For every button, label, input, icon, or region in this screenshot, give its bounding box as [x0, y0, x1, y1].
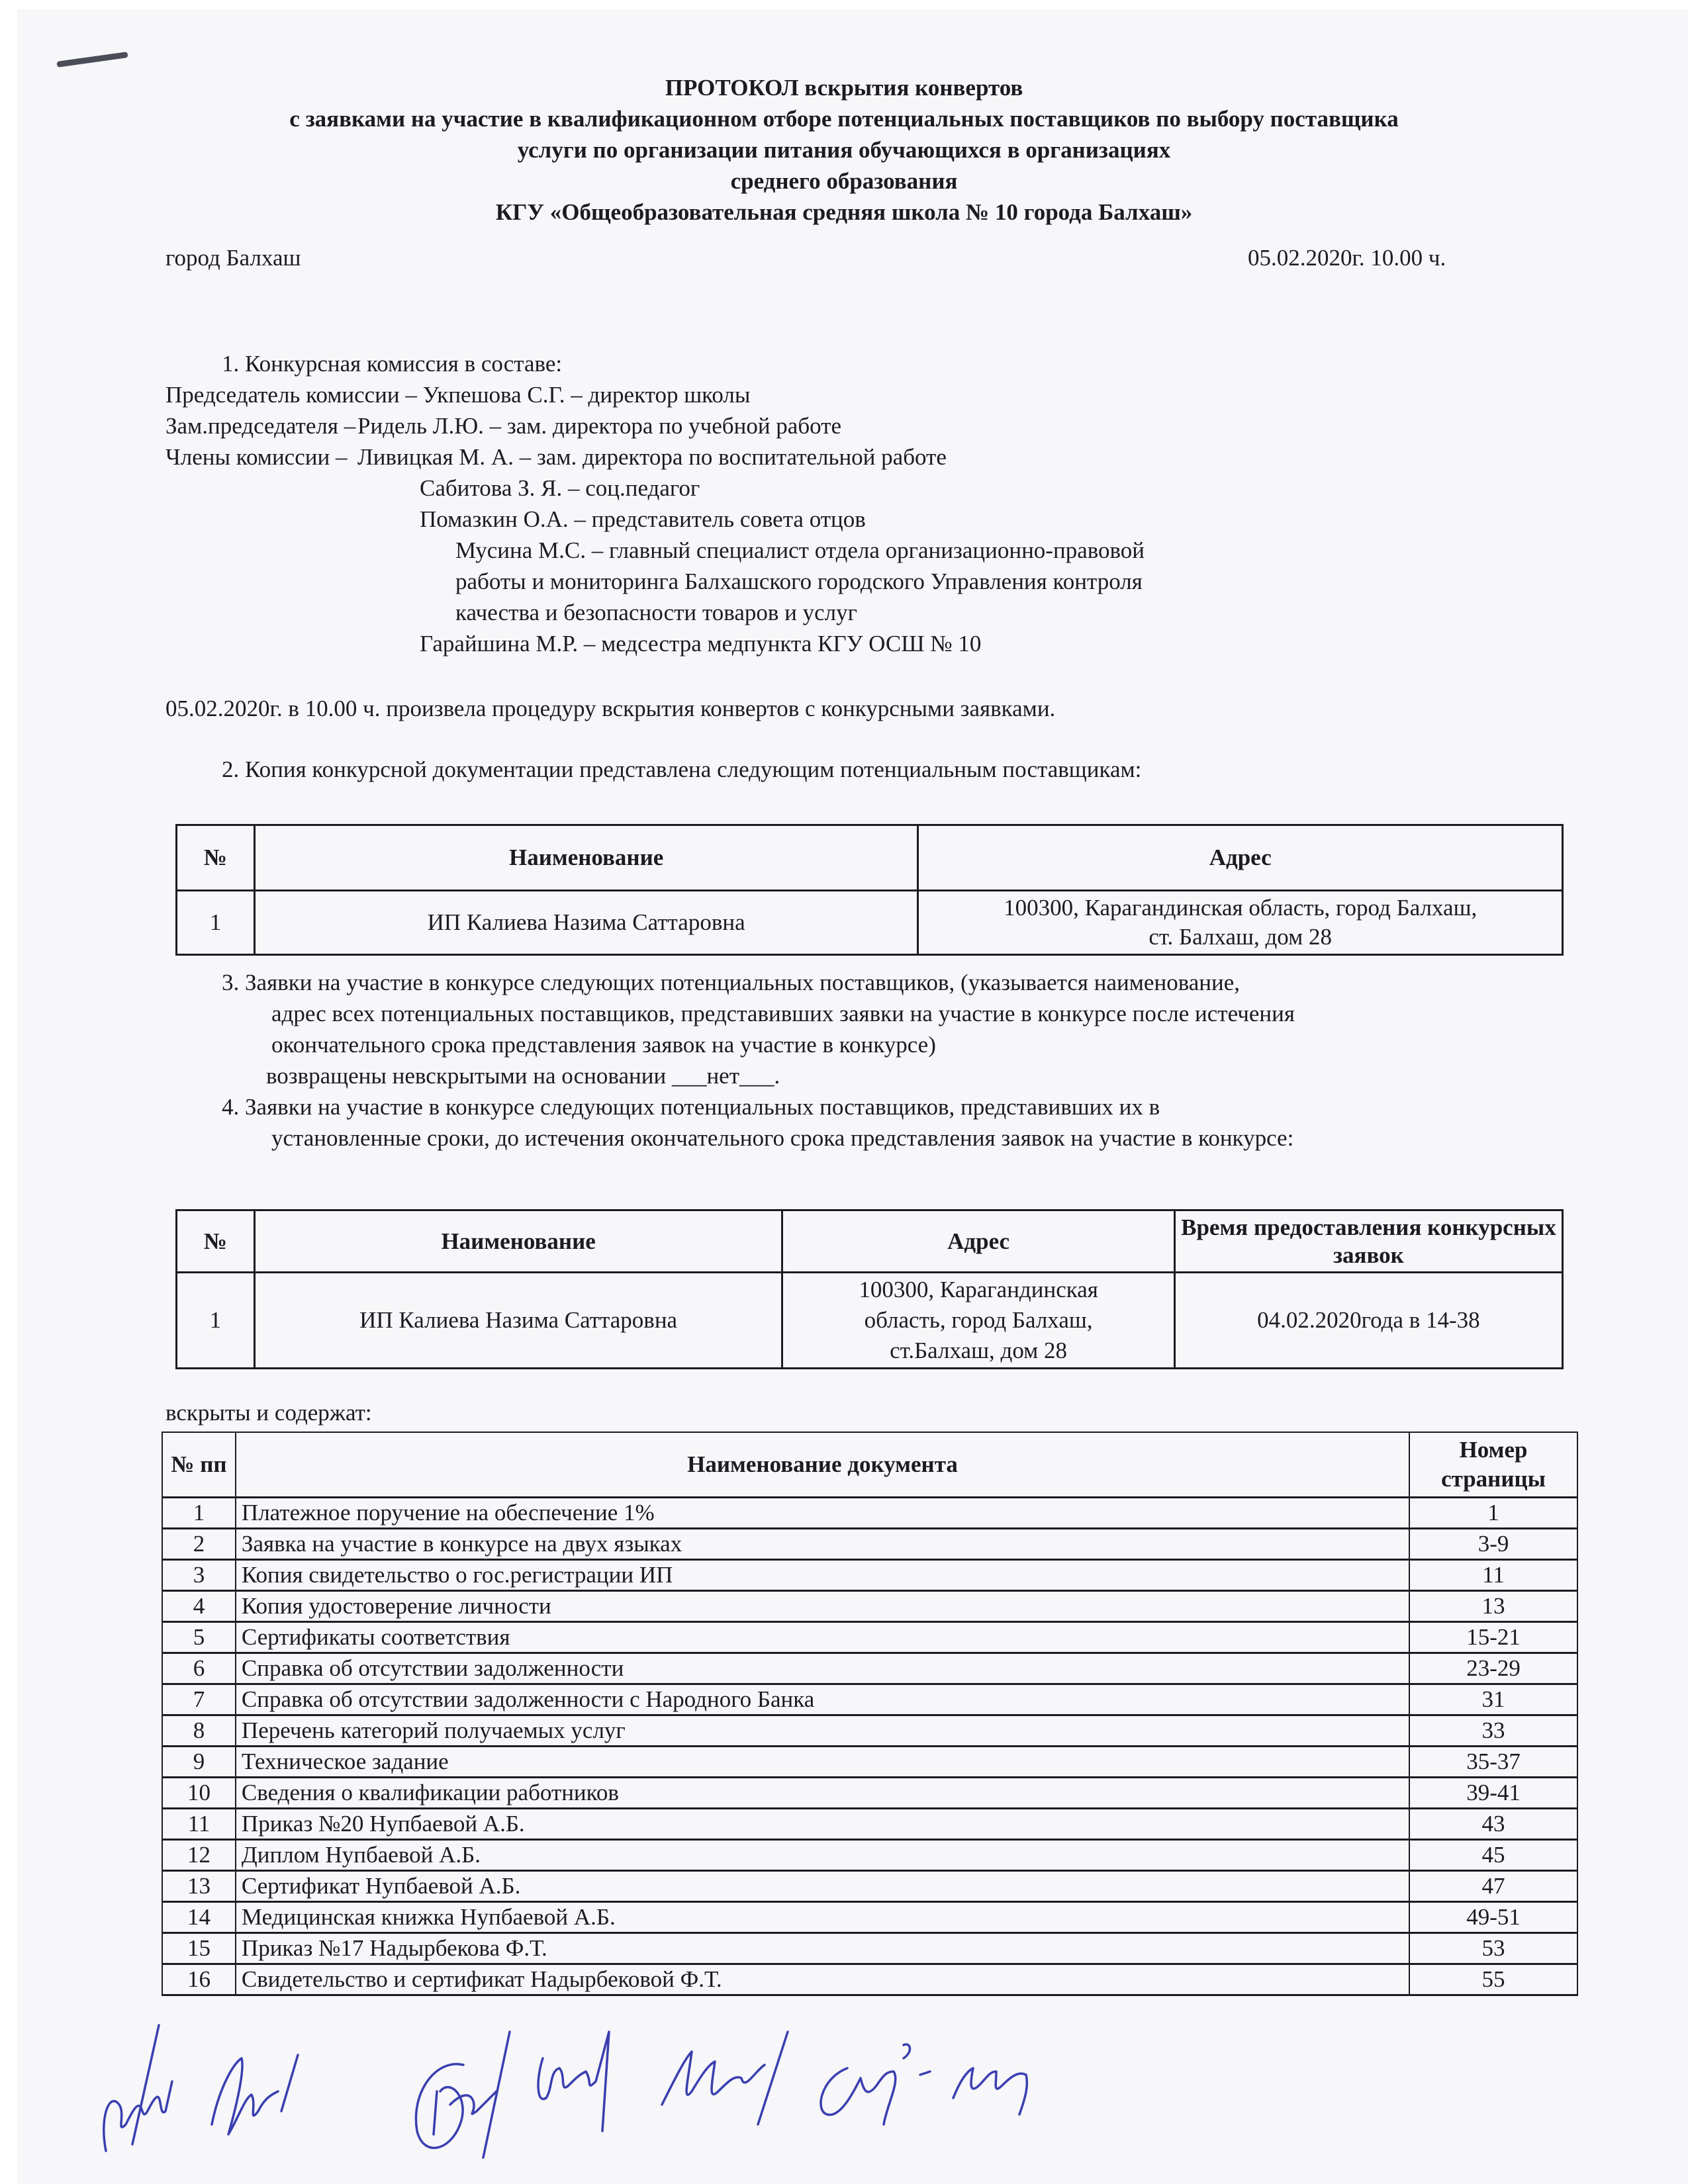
- table-header-row: [162, 1432, 1577, 1497]
- datetime: 05.02.2020г. 10.00 ч.: [1248, 245, 1446, 271]
- committee-member: Мусина М.С. – главный специалист отдела организационно-правовой: [455, 537, 1145, 563]
- cell-page: 49-51: [1409, 1901, 1577, 1933]
- staple-mark: [56, 52, 128, 68]
- cell-document-name: Диплом Нупбаевой А.Б.: [236, 1839, 1409, 1870]
- cell-number: 10: [162, 1777, 236, 1808]
- scan-border-left: [0, 0, 17, 2184]
- cell-number: 14: [162, 1901, 236, 1933]
- signature-5-icon: [662, 2032, 788, 2124]
- cell-page: 13: [1409, 1590, 1577, 1621]
- signature-1-icon: [104, 2025, 172, 2151]
- column-header-name: Наименование: [254, 1210, 782, 1273]
- section-1-heading: 1. Конкурсная комиссия в составе:: [222, 351, 563, 377]
- column-header-name: Наименование: [254, 825, 918, 891]
- committee-chair: Председатель комиссии – Укпешова С.Г. – директор школы: [165, 382, 751, 408]
- table-row: [162, 1528, 1577, 1559]
- cell-document-name: Техническое задание: [236, 1746, 1409, 1777]
- cell-page: 1: [1409, 1497, 1577, 1528]
- table-row: [162, 1653, 1577, 1684]
- column-header-submission-time: Время предоставления конкурсных заявок: [1174, 1210, 1562, 1273]
- cell-address: 100300, Карагандинская область, город Балхаш, ст.Балхаш, дом 28: [782, 1273, 1174, 1369]
- cell-page: 35-37: [1409, 1746, 1577, 1777]
- returned-label: возвращены невскрытыми на основании: [266, 1063, 672, 1089]
- received-applications-table: [175, 1209, 1564, 1369]
- committee-member: Гарайшина М.Р. – медсестра медпункта КГУ ОСШ № 10: [420, 631, 982, 657]
- cell-document-name: Копия удостоверение личности: [236, 1590, 1409, 1621]
- column-header-number: №: [177, 825, 255, 891]
- column-header-page-number: Номер страницы: [1409, 1432, 1577, 1497]
- deputy-label: Зам.председателя –: [165, 413, 356, 439]
- cell-document-name: Приказ №20 Нупбаевой А.Б.: [236, 1808, 1409, 1839]
- signature-7-icon: [953, 2068, 1027, 2115]
- cell-document-name: Справка об отсутствии задолженности с Народного Банка: [236, 1684, 1409, 1715]
- cell-number: 6: [162, 1653, 236, 1684]
- table-row: [162, 1839, 1577, 1870]
- cell-number: 3: [162, 1559, 236, 1590]
- cell-number: 11: [162, 1808, 236, 1839]
- suppliers-documentation-table: [175, 824, 1564, 956]
- table-row: [162, 1559, 1577, 1590]
- table-row: [177, 891, 1563, 955]
- table-row: [162, 1497, 1577, 1528]
- opened-contents-label: вскрыты и содержат:: [165, 1400, 372, 1426]
- committee-member-continued: качества и безопасности товаров и услуг: [455, 600, 857, 625]
- cell-number: 15: [162, 1933, 236, 1964]
- table-row: [162, 1590, 1577, 1621]
- cell-name: ИП Калиева Назима Саттаровна: [254, 891, 918, 955]
- cell-page: 33: [1409, 1715, 1577, 1746]
- address-line-2: ст. Балхаш, дом 28: [1149, 924, 1333, 950]
- cell-document-name: Платежное поручение на обеспечение 1%: [236, 1497, 1409, 1528]
- cell-address: [918, 891, 1563, 955]
- cell-page: 15-21: [1409, 1621, 1577, 1653]
- table-row: [162, 1901, 1577, 1933]
- cell-number: 2: [162, 1528, 236, 1559]
- committee-signatures: [79, 2019, 1370, 2177]
- cell-number: 4: [162, 1590, 236, 1621]
- scan-border-top: [0, 0, 1688, 9]
- cell-page: 45: [1409, 1839, 1577, 1870]
- cell-number: 5: [162, 1621, 236, 1653]
- cell-page: 55: [1409, 1964, 1577, 1995]
- cell-document-name: Сертификат Нупбаевой А.Б.: [236, 1870, 1409, 1901]
- cell-document-name: Справка об отсутствии задолженности: [236, 1653, 1409, 1684]
- cell-document-name: Сведения о квалификации работников: [236, 1777, 1409, 1808]
- cell-page: 23-29: [1409, 1653, 1577, 1684]
- cell-page: 39-41: [1409, 1777, 1577, 1808]
- table-row: [162, 1933, 1577, 1964]
- cell-submission-time: 04.02.2020года в 14-38: [1174, 1273, 1562, 1369]
- committee-member: Ливицкая М. А. – зам. директора по воспитательной работе: [357, 444, 947, 470]
- signature-4-icon: [538, 2032, 609, 2131]
- returned-reason: ___нет___: [671, 1063, 774, 1089]
- cell-page: 47: [1409, 1870, 1577, 1901]
- document-subtitle-line-3: среднего образования: [730, 168, 958, 194]
- cell-name: ИП Калиева Назима Саттаровна: [254, 1273, 782, 1369]
- signature-3-icon: [416, 2032, 510, 2158]
- column-header-address: Адрес: [782, 1210, 1174, 1273]
- document-subtitle-line-1: с заявками на участие в квалификационном отборе потенциальных поставщиков по выбору поставщика: [289, 106, 1399, 132]
- section-4-line-2: установленные сроки, до истечения окончательного срока представления заявок на участие в конкурсе:: [271, 1125, 1294, 1151]
- cell-document-name: Копия свидетельство о гос.регистрации ИП: [236, 1559, 1409, 1590]
- section-3-line-4: [266, 1061, 780, 1091]
- section-3-line-2: адрес всех потенциальных поставщиков, представивших заявки на участие в конкурсе после истечения: [271, 1001, 1295, 1026]
- period: .: [774, 1063, 780, 1089]
- place: город Балхаш: [165, 245, 301, 271]
- column-header-document-name: Наименование документа: [236, 1432, 1409, 1497]
- table-row: [162, 1964, 1577, 1995]
- cell-page: 11: [1409, 1559, 1577, 1590]
- table-row: [162, 1870, 1577, 1901]
- cell-number: 1: [162, 1497, 236, 1528]
- committee-deputy: Ридель Л.Ю. – зам. директора по учебной работе: [357, 413, 842, 439]
- committee-member: Сабитова З. Я. – соц.педагог: [420, 475, 700, 501]
- cell-number: 16: [162, 1964, 236, 1995]
- organization-name: КГУ «Общеобразовательная средняя школа № 10 города Балхаш»: [495, 199, 1193, 225]
- table-row: [162, 1746, 1577, 1777]
- table-row: [162, 1684, 1577, 1715]
- committee-member-continued: работы и мониторинга Балхашского городского Управления контроля: [455, 569, 1143, 594]
- cell-number: 8: [162, 1715, 236, 1746]
- committee-member: Помазкин О.А. – представитель совета отцов: [420, 506, 866, 532]
- members-label: Члены комиссии –: [165, 444, 348, 470]
- cell-document-name: Перечень категорий получаемых услуг: [236, 1715, 1409, 1746]
- cell-page: 53: [1409, 1933, 1577, 1964]
- cell-number: 1: [177, 891, 255, 955]
- section-2-heading: 2. Копия конкурсной документации представлена следующим потенциальным поставщикам:: [222, 756, 1142, 782]
- table-row: [162, 1808, 1577, 1839]
- address-line-1: 100300, Карагандинская область, город Балхаш,: [1004, 895, 1477, 921]
- section-3-line-3: окончательного срока представления заявок на участие в конкурсе): [271, 1032, 936, 1058]
- column-header-number: №: [177, 1210, 255, 1273]
- table-row: [177, 1273, 1563, 1369]
- cell-number: 13: [162, 1870, 236, 1901]
- cell-document-name: Заявка на участие в конкурсе на двух языках: [236, 1528, 1409, 1559]
- cell-number: 7: [162, 1684, 236, 1715]
- table-header-row: [177, 1210, 1563, 1273]
- procedure-statement: 05.02.2020г. в 10.00 ч. произвела процедуру вскрытия конвертов с конкурсными заявками.: [165, 696, 1056, 721]
- cell-document-name: Приказ №17 Надырбекова Ф.Т.: [236, 1933, 1409, 1964]
- table-row: [162, 1621, 1577, 1653]
- cell-number: 9: [162, 1746, 236, 1777]
- cell-document-name: Сертификаты соответствия: [236, 1621, 1409, 1653]
- signature-6-icon: [821, 2044, 930, 2124]
- cell-page: 31: [1409, 1684, 1577, 1715]
- cell-page: 3-9: [1409, 1528, 1577, 1559]
- section-3-line-1: 3. Заявки на участие в конкурсе следующих потенциальных поставщиков, (указывается наименование,: [222, 970, 1241, 995]
- document-subtitle-line-2: услуги по организации питания обучающихся в организациях: [517, 137, 1171, 163]
- document-title: ПРОТОКОЛ вскрытия конвертов: [665, 75, 1023, 101]
- section-4-line-1: 4. Заявки на участие в конкурсе следующих потенциальных поставщиков, представивших их в: [222, 1094, 1160, 1120]
- table-row: [162, 1715, 1577, 1746]
- cell-document-name: Свидетельство и сертификат Надырбековой Ф.Т.: [236, 1964, 1409, 1995]
- documents-table: [162, 1432, 1578, 1996]
- column-header-address: Адрес: [918, 825, 1563, 891]
- table-row: [162, 1777, 1577, 1808]
- cell-page: 43: [1409, 1808, 1577, 1839]
- column-header-number: № пп: [162, 1432, 236, 1497]
- cell-number: 1: [177, 1273, 255, 1369]
- signature-2-icon: [212, 2055, 298, 2134]
- cell-number: 12: [162, 1839, 236, 1870]
- table-header-row: [177, 825, 1563, 891]
- cell-document-name: Медицинская книжка Нупбаевой А.Б.: [236, 1901, 1409, 1933]
